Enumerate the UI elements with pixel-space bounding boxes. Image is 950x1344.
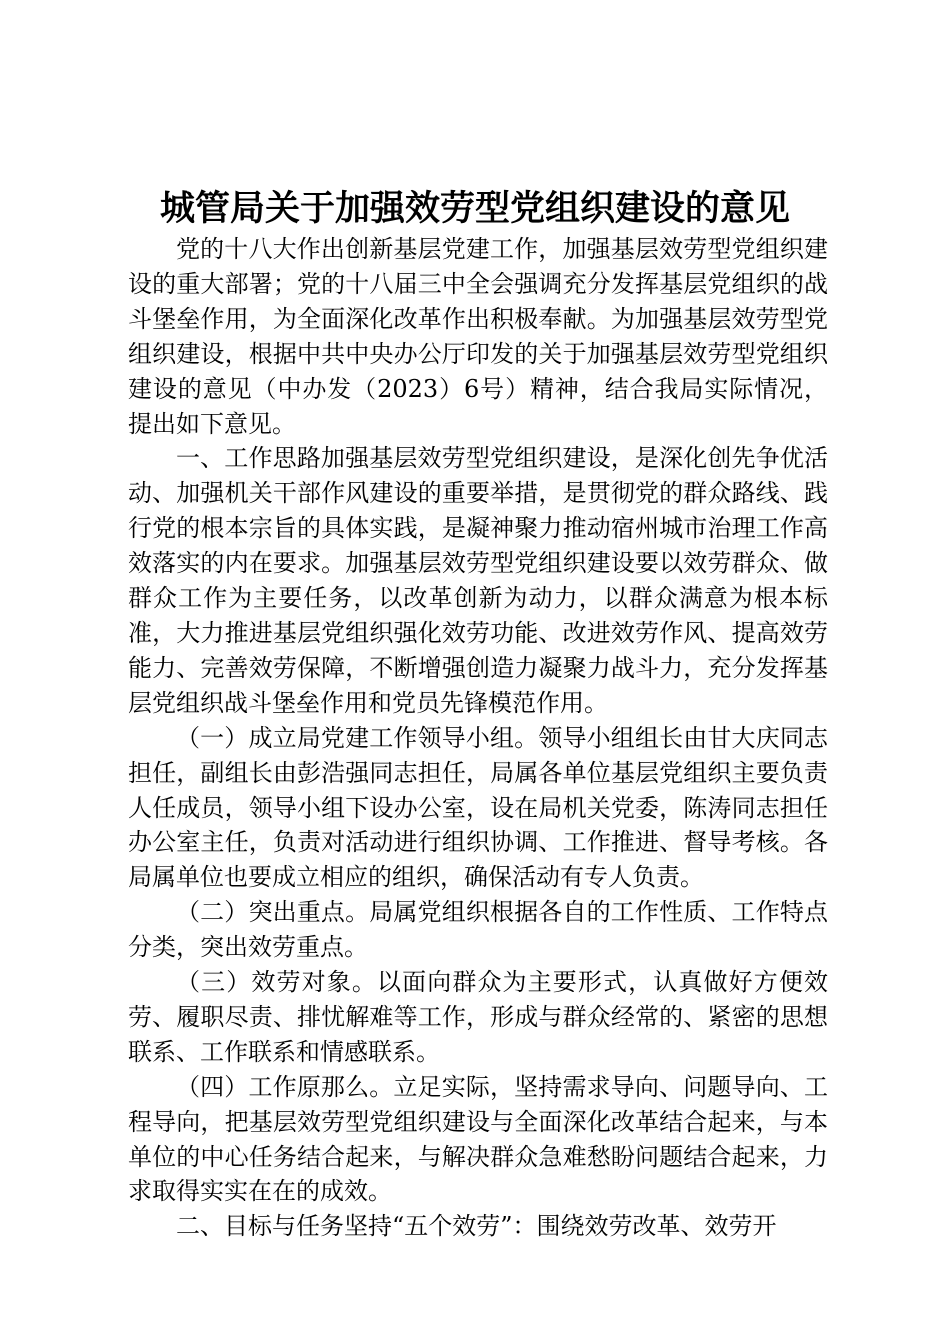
paragraph-key-points: （二）突出重点。局属党组织根据各自的工作性质、工作特点分类，突出效劳重点。 (128, 898, 828, 962)
paragraph-service-target: （三）效劳对象。以面向群众为主要形式，认真做好方便效劳、履职尽责、排忧解难等工作，形成与群众经常的、紧密的思想联系、工作联系和情感联系。 (128, 968, 828, 1066)
paragraph-work-principle: （四）工作原那么。立足实际，坚持需求导向、问题导向、工程导向，把基层效劳型党组织建设与全面深化改革结合起来，与本单位的中心任务结合起来，与解决群众急难愁盼问题结合起来，力求取得实实在在的成效。 (128, 1072, 828, 1206)
document-title: 城管局关于加强效劳型党组织建设的意见 (159, 188, 790, 229)
paragraph-intro: 党的十八大作出创新基层党建工作，加强基层效劳型党组织建设的重大部署；党的十八届三中全会强调充分发挥基层党组织的战斗堡垒作用，为全面深化改革作出积极奉献。为加强基层效劳型党组织建设，根据中共中央办公厅印发的关于加强基层效劳型党组织建设的意见（中办发（2023）6号）精神，结合我局实际情况，提出如下意见。 (128, 235, 828, 438)
paragraph-leading-group: （一）成立局党建工作领导小组。领导小组组长由甘大庆同志担任，副组长由彭浩强同志担任，局属各单位基层党组织主要负责人任成员，领导小组下设办公室，设在局机关党委，陈涛同志担任办公室主任，负责对活动进行组织协调、工作推进、督导考核。各局属单位也要成立相应的组织，确保活动有专人负责。 (128, 723, 828, 892)
paragraph-work-approach: 一、工作思路加强基层效劳型党组织建设，是深化创先争优活动、加强机关干部作风建设的重要举措，是贯彻党的群众路线、践行党的根本宗旨的具体实践，是凝神聚力推动宿州城市治理工作高效落实的内在要求。加强基层效劳型党组织建设要以效劳群众、做群众工作为主要任务，以改革创新为动力，以群众满意为根本标准，大力推进基层党组织强化效劳功能、改进效劳作风、提高效劳能力、完善效劳保障，不断增强创造力凝聚力战斗力，充分发挥基层党组织战斗堡垒作用和党员先锋模范作用。 (128, 444, 828, 717)
paragraph-goals-tasks: 二、目标与任务坚持“五个效劳”：围绕效劳改革、效劳开 (176, 1212, 777, 1241)
document-body (128, 232, 828, 1244)
